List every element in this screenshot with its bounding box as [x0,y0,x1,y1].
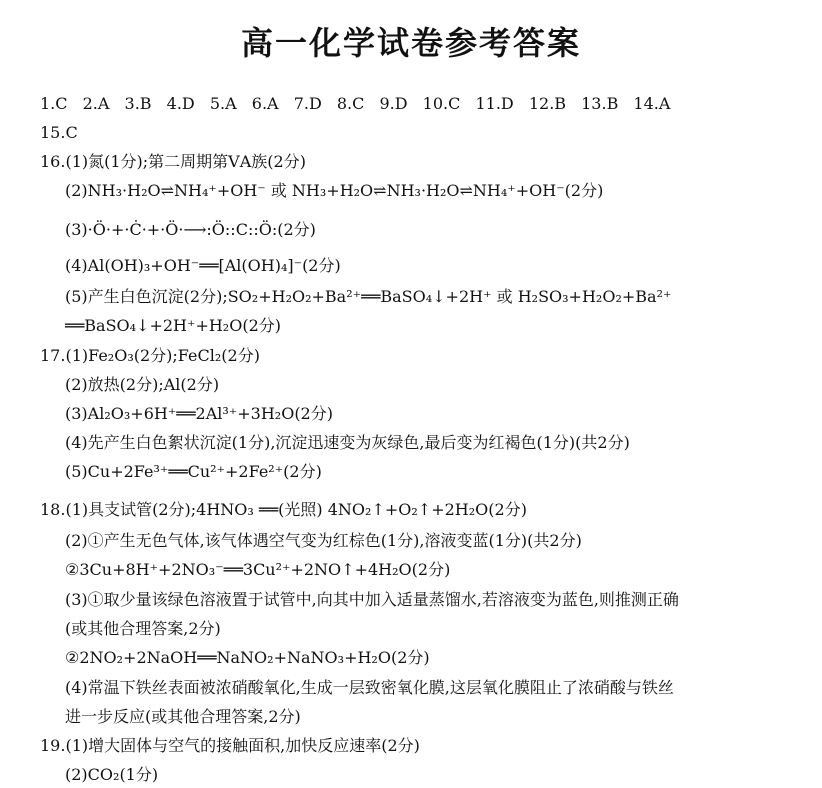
mc-answers-row-1 [40,94,680,114]
mc-answer: 2.A [82,94,110,113]
mc-answers-row-2: 15.C [40,123,78,142]
q19-part1: 19.(1)增大固体与空气的接触面积,加快反应速率(2分) [40,736,420,755]
mc-answer: 7.D [293,94,322,113]
mc-answer: 9.D [379,94,408,113]
page-title: 高一化学试卷参考答案 [240,24,581,62]
mc-answer: 6.A [251,94,279,113]
q16-part5-line1: (5)产生白色沉淀(2分);SO₂+H₂O₂+Ba²⁺══BaSO₄↓+2H⁺ 或 H₂SO₃+H₂O₂+Ba²⁺ [65,287,672,306]
q16-part4: (4)Al(OH)₃+OH⁻══[Al(OH)₄]⁻(2分) [65,256,341,275]
q16-part1: 16.(1)氮(1分);第二周期第ⅤA族(2分) [40,152,306,171]
q16-part2: (2)NH₃·H₂O⇌NH₄⁺+OH⁻ 或 NH₃+H₂O⇌NH₃·H₂O⇌NH₄⁺+OH⁻(2分) [65,181,604,200]
q18-part2-line2: ②3Cu+8H⁺+2NO₃⁻══3Cu²⁺+2NO↑+4H₂O(2分) [65,560,451,579]
mc-answer: 1.C [40,94,68,113]
q17-part2: (2)放热(2分);Al(2分) [65,375,220,394]
q18-part3-line1: (3)①取少量该绿色溶液置于试管中,向其中加入适量蒸馏水,若溶液变为蓝色,则推测正确 [65,590,679,609]
mc-answer: 11.D [475,94,514,113]
mc-answer: 14.A [633,94,671,113]
q18-part1: 18.(1)具支试管(2分);4HNO₃ ══(光照) 4NO₂↑+O₂↑+2H₂O(2分) [40,500,527,519]
q16-part3: (3)·Ö·+·Ċ·+·Ö·⟶:Ö::C::Ö:(2分) [65,220,316,239]
q18-part3-line2: (或其他合理答案,2分) [65,619,221,638]
q17-part4: (4)先产生白色絮状沉淀(1分),沉淀迅速变为灰绿色,最后变为红褐色(1分)(共2分) [65,433,630,452]
q17-part3: (3)Al₂O₃+6H⁺══2Al³⁺+3H₂O(2分) [65,404,333,423]
q18-part3-line3: ②2NO₂+2NaOH══NaNO₂+NaNO₃+H₂O(2分) [65,648,430,667]
q17-part5: (5)Cu+2Fe³⁺══Cu²⁺+2Fe²⁺(2分) [65,462,322,481]
q18-part4-line1: (4)常温下铁丝表面被浓硝酸氧化,生成一层致密氧化膜,这层氧化膜阻止了浓硝酸与铁丝 [65,678,674,697]
mc-answer: 13.B [581,94,619,113]
q18-part4-line2: 进一步反应(或其他合理答案,2分) [65,707,301,726]
mc-answer: 5.A [209,94,237,113]
mc-answer: 10.C [422,94,461,113]
q18-part2-line1: (2)①产生无色气体,该气体遇空气变为红棕色(1分),溶液变蓝(1分)(共2分) [65,531,582,550]
mc-answer: 12.B [528,94,567,113]
mc-answer: 8.C [336,94,365,113]
q16-part5-line2: ══BaSO₄↓+2H⁺+H₂O(2分) [65,316,282,335]
q19-part2: (2)CO₂(1分) [65,765,159,784]
mc-answer: 3.B [124,94,152,113]
mc-answer: 4.D [166,94,195,113]
q17-part1: 17.(1)Fe₂O₃(2分);FeCl₂(2分) [40,346,260,365]
